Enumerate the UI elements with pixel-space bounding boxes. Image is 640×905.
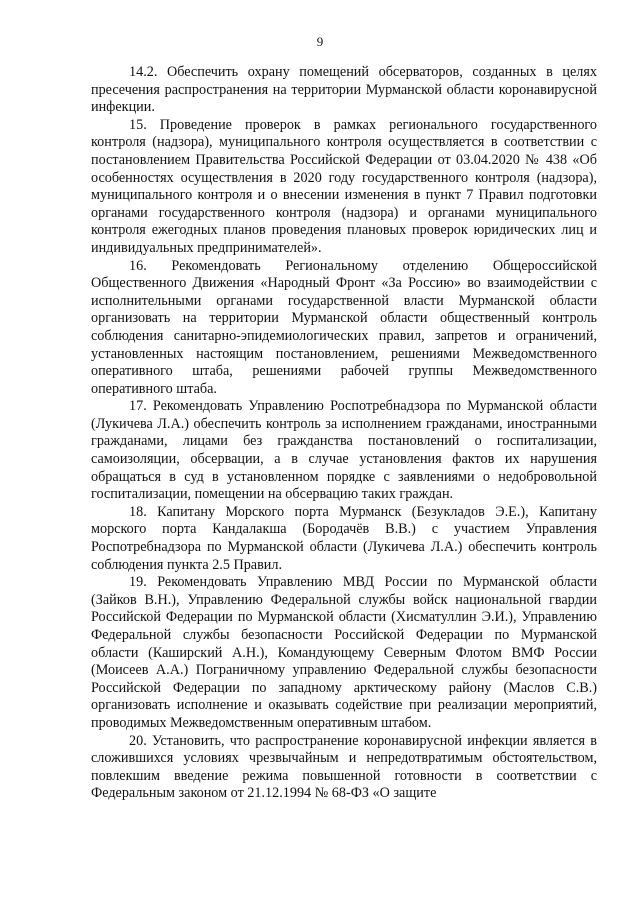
page-number: 9 [316,34,324,49]
document-body [91,64,597,803]
paragraph-18: 18. Капитану Морского порта Мурманск (Безукладов Э.Е.), Капитану морского порта Кандалакша (Бородачёв В.В.) с участием Управления Роспотребнадзора по Мурманской области (Лукичева Л.А.) обеспечить контроль соблюдения пункта 2.5 Правил. [91,503,597,573]
paragraph-19: 19. Рекомендовать Управлению МВД России по Мурманской области (Зайков В.Н.), Управлению Федеральной службы войск национальной гвардии Российской Федерации по Мурманской области (Хисматуллин Э.И.), Управлению Федеральной службы безопасности Российской Федерации по Мурманской области (Каширский А.Н.), Командующему Северным Флотом ВМФ России (Моисеев А.А.) Пограничному управлению Федеральной службы безопасности Российской Федерации по западному арктическому району (Маслов С.В.) организовать исполнение и оказывать содействие при реализации мероприятий, проводимых Межведомственным оперативным штабом. [91,574,597,731]
paragraph-15: 15. Проведение проверок в рамках регионального государственного контроля (надзора), муниципального контроля осуществляется в соответствии с постановлением Правительства Российской Федерации от 03.04.2020 № 438 «Об особенностях осуществления в 2020 году государственного контроля (надзора), муниципального контроля и о внесении изменения в пункт 7 Правил подготовки органами государственного контроля (надзора) и органами муниципального контроля ежегодных планов проведения плановых проверок юридических лиц и индивидуальных предпринимателей». [91,116,597,256]
paragraph-17: 17. Рекомендовать Управлению Роспотребнадзора по Мурманской области (Лукичева Л.А.) обеспечить контроль за исполнением гражданами, иностранными гражданами, лицами без гражданства постановлений о госпитализации, самоизоляции, обсервации, а в случае установления фактов их нарушения обращаться в суд в установленном порядке с заявлениями о недобровольной госпитализации, помещении на обсервацию таких граждан. [91,398,597,503]
paragraph-16: 16. Рекомендовать Региональному отделению Общероссийской Общественного Движения «Народный Фронт «За Россию» во взаимодействии с исполнительными органами государственной власти Мурманской области организовать на территории Мурманской области общественный контроль соблюдения санитарно-эпидемиологических правил, запретов и ограничений, установленных настоящим постановлением, решениями Межведомственного оперативного штаба, решениями рабочей группы Межведомственного оперативного штаба. [91,257,597,397]
paragraph-14-2: 14.2. Обеспечить охрану помещений обсерваторов, созданных в целях пресечения распространения на территории Мурманской области коронавирусной инфекции. [91,64,597,116]
paragraph-20: 20. Установить, что распространение коронавирусной инфекции является в сложившихся условиях чрезвычайным и непредотвратимым обстоятельством, повлекшим введение режима повышенной готовности в соответствии с Федеральным законом от 21.12.1994 № 68-ФЗ «О защите [91,732,597,802]
